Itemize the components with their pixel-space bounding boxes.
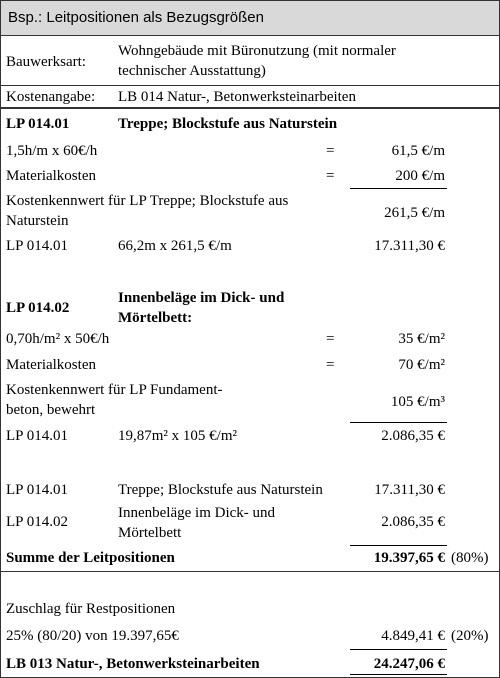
- final-value: 24.247,06 €: [373, 656, 445, 672]
- lp1-code: LP 014.01: [6, 116, 70, 132]
- divider-1: [1, 85, 499, 86]
- lp2-material-value: 70 €/m²: [398, 357, 445, 373]
- lp1-title: Treppe; Blockstufe aus Naturstein: [118, 116, 338, 132]
- lp2-code: LP 014.02: [6, 300, 70, 316]
- lp1-kennwert-line2: Naturstein: [6, 213, 69, 229]
- lp2-material-label: Materialkosten: [6, 357, 96, 373]
- lp2-sum-underline: [350, 422, 447, 423]
- lp2-total-value: 2.086,35 €: [381, 428, 445, 444]
- summary-row1-code: LP 014.01: [6, 482, 68, 498]
- lp1-total-code: LP 014.01: [6, 238, 68, 254]
- lp1-total-value: 17.311,30 €: [374, 238, 445, 254]
- lp1-total-calc: 66,2m x 261,5 €/m: [118, 238, 232, 254]
- surcharge-value: 4.849,41 €: [381, 628, 445, 644]
- lp1-kennwert-value: 261,5 €/m: [384, 205, 445, 221]
- lp2-labor-eq: =: [326, 331, 335, 347]
- lp1-labor-value: 61,5 €/m: [391, 143, 445, 159]
- final-double-underline: [350, 674, 447, 675]
- summary-row2-code: LP 014.02: [6, 514, 68, 530]
- summary-total-label: Summe der Leitpositionen: [6, 550, 175, 566]
- bauwerksart-value-line1: Wohngebäude mit Büronutzung (mit normaler: [118, 43, 396, 59]
- summary-row2-value: 2.086,35 €: [381, 514, 445, 530]
- lp2-labor-calc: 0,70h/m² x 50€/h: [6, 331, 110, 347]
- summary-total-value: 19.397,65 €: [373, 550, 445, 566]
- lp2-total-code: LP 014.01: [6, 428, 68, 444]
- lp2-kennwert-line1: Kostenkennwert für LP Fundament-: [6, 382, 223, 398]
- lp1-material-label: Materialkosten: [6, 168, 96, 184]
- lp1-material-value: 200 €/m: [395, 168, 445, 184]
- summary-row1-desc: Treppe; Blockstufe aus Naturstein: [118, 482, 323, 498]
- lp2-material-eq: =: [326, 357, 335, 373]
- summary-row2-desc-line2: Mörtelbett: [118, 525, 182, 541]
- final-label: LB 013 Natur-, Betonwerksteinarbeiten: [6, 656, 260, 672]
- summary-underline: [350, 545, 447, 546]
- lp2-title-line1: Innenbeläge im Dick- und: [118, 290, 285, 306]
- lp2-kennwert-value: 105 €/m³: [390, 394, 445, 410]
- final-underline: [350, 649, 447, 650]
- lp2-total-calc: 19,87m² x 105 €/m²: [118, 428, 237, 444]
- lp2-kennwert-line2: beton, bewehrt: [6, 402, 96, 418]
- surcharge-calc: 25% (80/20) von 19.397,65€: [6, 628, 179, 644]
- lp1-labor-eq: =: [326, 143, 335, 159]
- lp2-title-line2: Mörtelbett:: [118, 310, 193, 326]
- surcharge-label: Zuschlag für Restpositionen: [6, 601, 176, 617]
- bauwerksart-label: Bauwerksart:: [6, 54, 86, 70]
- bauwerksart-value-line2: technischer Ausstattung): [118, 63, 266, 79]
- divider-2: [1, 107, 499, 109]
- surcharge-pct: (20%): [451, 628, 489, 644]
- lp1-material-eq: =: [326, 168, 335, 184]
- lp1-sum-underline: [350, 188, 447, 189]
- kostenangabe-value: LB 014 Natur-, Betonwerksteinarbeiten: [118, 89, 356, 105]
- kostenangabe-label: Kostenangabe:: [6, 89, 96, 105]
- lp1-kennwert-line1: Kostenkennwert für LP Treppe; Blockstufe aus: [6, 193, 289, 209]
- summary-total-pct: (80%): [451, 550, 489, 566]
- lp1-labor-calc: 1,5h/m x 60€/h: [6, 143, 98, 159]
- divider-3: [1, 571, 499, 572]
- summary-row1-value: 17.311,30 €: [374, 482, 445, 498]
- summary-row2-desc-line1: Innenbeläge im Dick- und: [118, 505, 276, 521]
- lp2-labor-value: 35 €/m²: [398, 331, 445, 347]
- page-title: Bsp.: Leitpositionen als Bezugsgrößen: [8, 9, 264, 26]
